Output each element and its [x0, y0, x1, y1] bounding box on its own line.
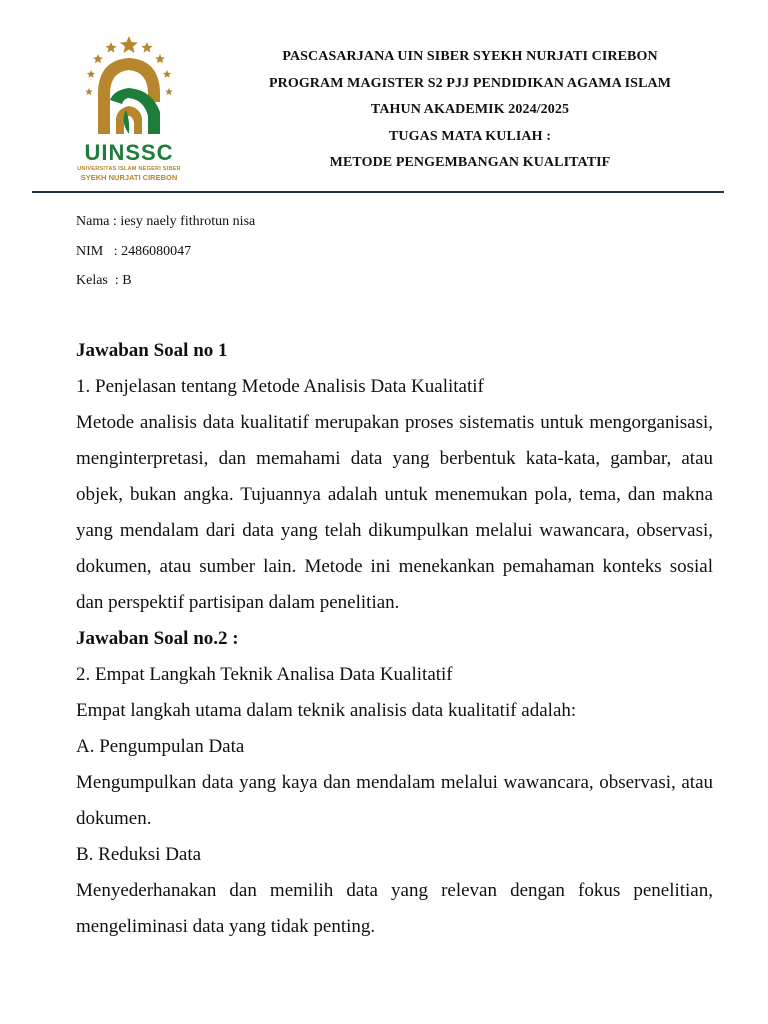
step-a-body: Mengumpulkan data yang kaya dan mendalam melalui wawancara, observasi, atau dokumen.	[76, 772, 713, 829]
header-line-1: PASCASARJANA UIN SIBER SYEKH NURJATI CIREBON	[282, 49, 658, 64]
identity-name: Nama : iesy naely fithrotun nisa	[76, 214, 256, 229]
answers-content	[76, 333, 713, 945]
header-line-4: TUGAS MATA KULIAH :	[388, 128, 551, 144]
answer-2-subheading: 2. Empat Langkah Teknik Analisa Data Kualitatif	[76, 664, 453, 685]
answer-2-heading: Jawaban Soal no.2 :	[76, 628, 239, 649]
step-a-title: A. Pengumpulan Data	[76, 736, 245, 757]
header-line-3: TAHUN AKADEMIK 2024/2025	[370, 102, 570, 117]
identity-kelas: Kelas : B	[76, 273, 132, 288]
identity-nim: NIM : 2486080047	[76, 243, 192, 259]
step-b-title: B. Reduksi Data	[76, 844, 202, 865]
logo-subtitle-2: SYEKH NURJATI CIREBON	[80, 173, 178, 182]
answer-1-heading: Jawaban Soal no 1	[76, 340, 228, 361]
answer-1-subheading: 1. Penjelasan tentang Metode Analisis Data Kualitatif	[76, 376, 484, 397]
step-b-body: Menyederhanakan dan memilih data yang relevan dengan fokus penelitian, mengeliminasi data yang tidak penting.	[76, 880, 713, 937]
answer-2-intro: Empat langkah utama dalam teknik analisis data kualitatif adalah:	[76, 700, 577, 721]
student-identity	[76, 207, 255, 296]
header-line-2: PROGRAM MAGISTER S2 PJJ PENDIDIKAN AGAMA ISLAM	[268, 75, 672, 91]
header-divider	[32, 191, 724, 193]
document-header	[230, 44, 710, 177]
answer-1-body: Metode analisis data kualitatif merupakan proses sistematis untuk mengorganisasi, menginterpretasi, dan memahami data yang berbentuk kata-kata, gambar, atau objek, bukan angka. Tujuannya adalah untuk menemukan pola, tema, dan makna yang mendalam dari data yang telah dikumpulkan melalui wawancara, observasi, dokumen, atau sumber lain. Metode ini menekankan pemahaman konteks sosial dan perspektif partisipan dalam penelitian.	[76, 412, 713, 613]
logo-subtitle: UNIVERSITAS ISLAM NEGERI SIBER	[77, 166, 181, 172]
logo-wordmark: UINSSC	[84, 140, 174, 165]
header-line-5: METODE PENGEMBANGAN KUALITATIF	[329, 155, 611, 170]
logo-text	[66, 140, 192, 182]
